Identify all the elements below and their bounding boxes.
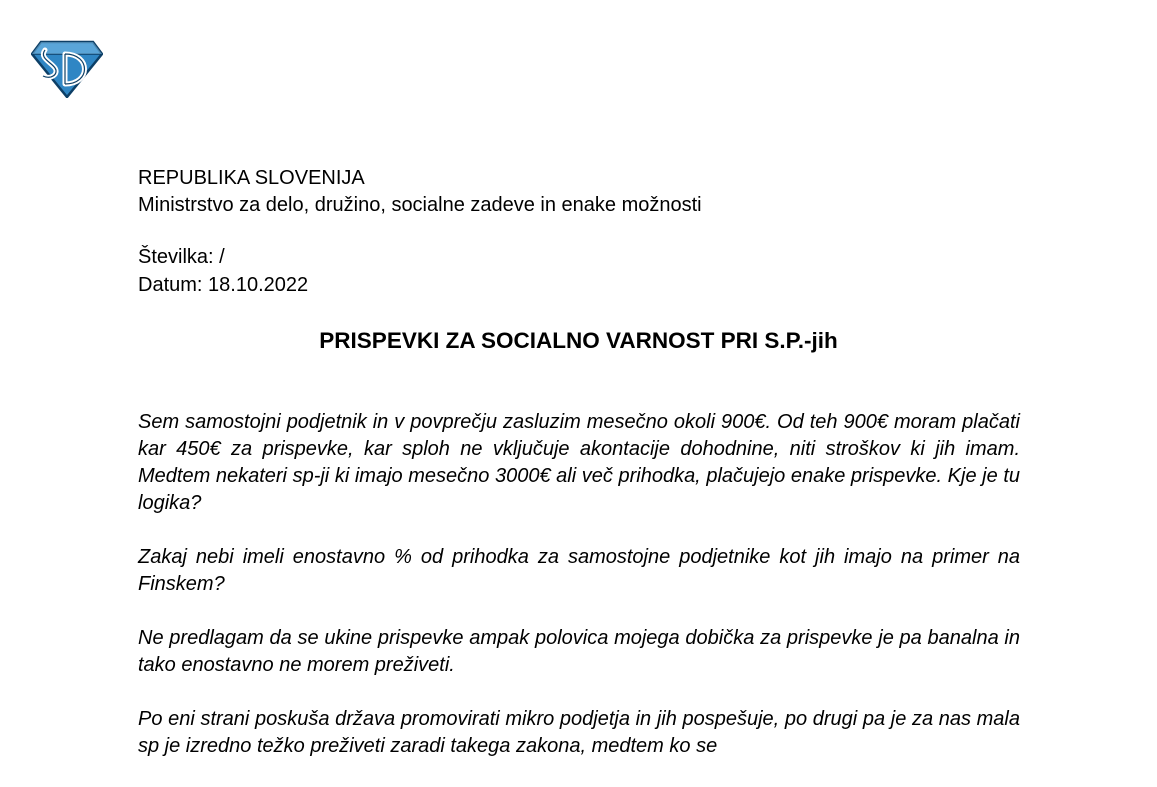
ministry-name: Ministrstvo za delo, družino, socialne zadeve in enake možnosti	[138, 194, 702, 216]
body-paragraph: Po eni strani poskuša država promovirati mikro podjetja in jih pospešuje, po drugi pa je za nas mala sp je izredno težko preživeti zaradi takega zakona, medtem ko se	[138, 708, 1020, 757]
document-title: PRISPEVKI ZA SOCIALNO VARNOST PRI S.P.-jih	[319, 328, 838, 353]
diamond-sd-logo-icon	[31, 40, 103, 98]
document-body	[138, 409, 1020, 787]
document-number: Številka: /	[138, 246, 225, 268]
republic-name: REPUBLIKA SLOVENIJA	[138, 167, 365, 189]
body-paragraph: Sem samostojni podjetnik in v povprečju zasluzim mesečno okoli 900€. Od teh 900€ moram plačati kar 450€ za prispevke, kar sploh ne vključuje akontacije dohodnine, niti stroškov ki jih imam. Medtem nekateri sp-ji ki imajo mesečno 3000€ ali več prihodka, plačujejo enake prispevke. Kje je tu logika?	[138, 411, 1020, 514]
document-date: Datum: 18.10.2022	[138, 274, 309, 296]
body-paragraph: Ne predlagam da se ukine prispevke ampak polovica mojega dobička za prispevke je pa banalna in tako enostavno ne morem preživeti.	[138, 627, 1020, 676]
document-meta	[138, 243, 308, 299]
body-paragraph: Zakaj nebi imeli enostavno % od prihodka za samostojne podjetnike kot jih imajo na primer na Finskem?	[138, 546, 1020, 595]
addressee-block	[138, 165, 702, 219]
